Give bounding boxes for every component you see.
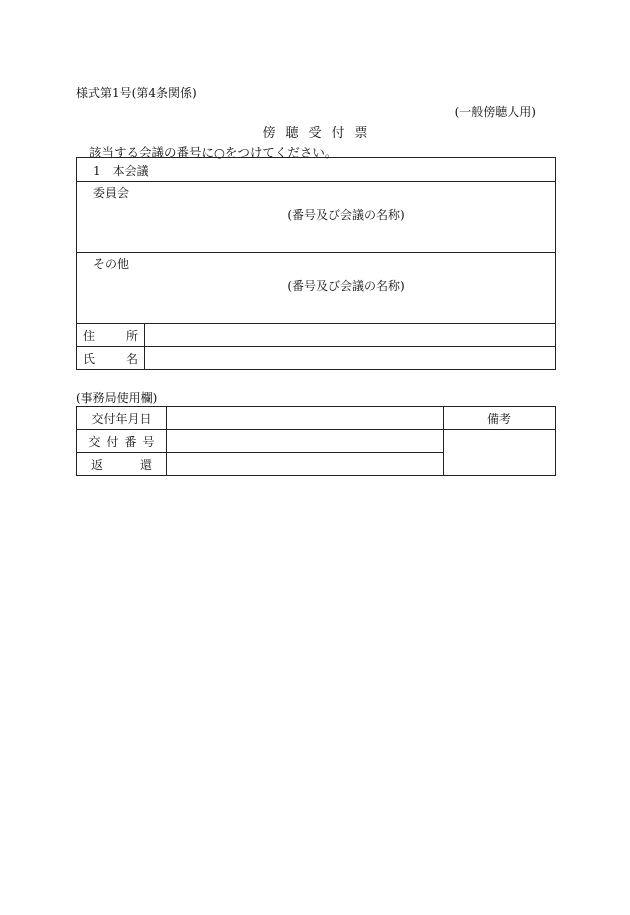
issue-number-label: 交付番号 [88,434,161,449]
name-field[interactable] [145,347,555,369]
address-label [77,324,145,346]
address-row [77,324,555,347]
form-number-label: 様式第1号(第4条関係) [76,86,197,100]
usage-label: (一般傍聴人用) [454,105,536,119]
name-label-b: 名 [125,351,138,366]
office-use-label: (事務局使用欄) [76,391,158,405]
remarks-header: 備考 [486,412,511,426]
name-row [77,347,555,369]
remarks-field[interactable] [444,430,555,475]
issue-date-field[interactable] [167,407,443,429]
plenary-session-row[interactable] [77,158,555,182]
committee-row[interactable] [77,182,555,253]
address-label-b: 所 [125,328,138,343]
committee-hint: (番号及び会議の名称) [287,208,405,222]
address-label-a: 住 [83,328,96,343]
issue-number-field[interactable] [167,430,443,452]
instruction-text: 該当する会議の番号に○をつけてください。 [89,145,338,160]
address-field[interactable] [145,324,555,346]
other-meeting-label: その他 [93,257,130,271]
other-meeting-row[interactable] [77,253,555,324]
attendance-form-table [76,157,556,370]
return-label-b: 還 [139,457,152,472]
return-field[interactable] [167,453,443,475]
other-meeting-hint: (番号及び会議の名称) [287,279,405,293]
office-use-table [76,406,556,476]
plenary-session-label: 1 本会議 [93,164,149,178]
page-title: 傍聴受付票 [262,126,378,141]
return-label-a: 返 [91,457,104,472]
committee-label: 委員会 [93,186,130,200]
name-label-a: 氏 [83,351,96,366]
return-label [77,453,166,475]
name-label [77,347,145,369]
issue-date-label: 交付年月日 [91,411,152,426]
